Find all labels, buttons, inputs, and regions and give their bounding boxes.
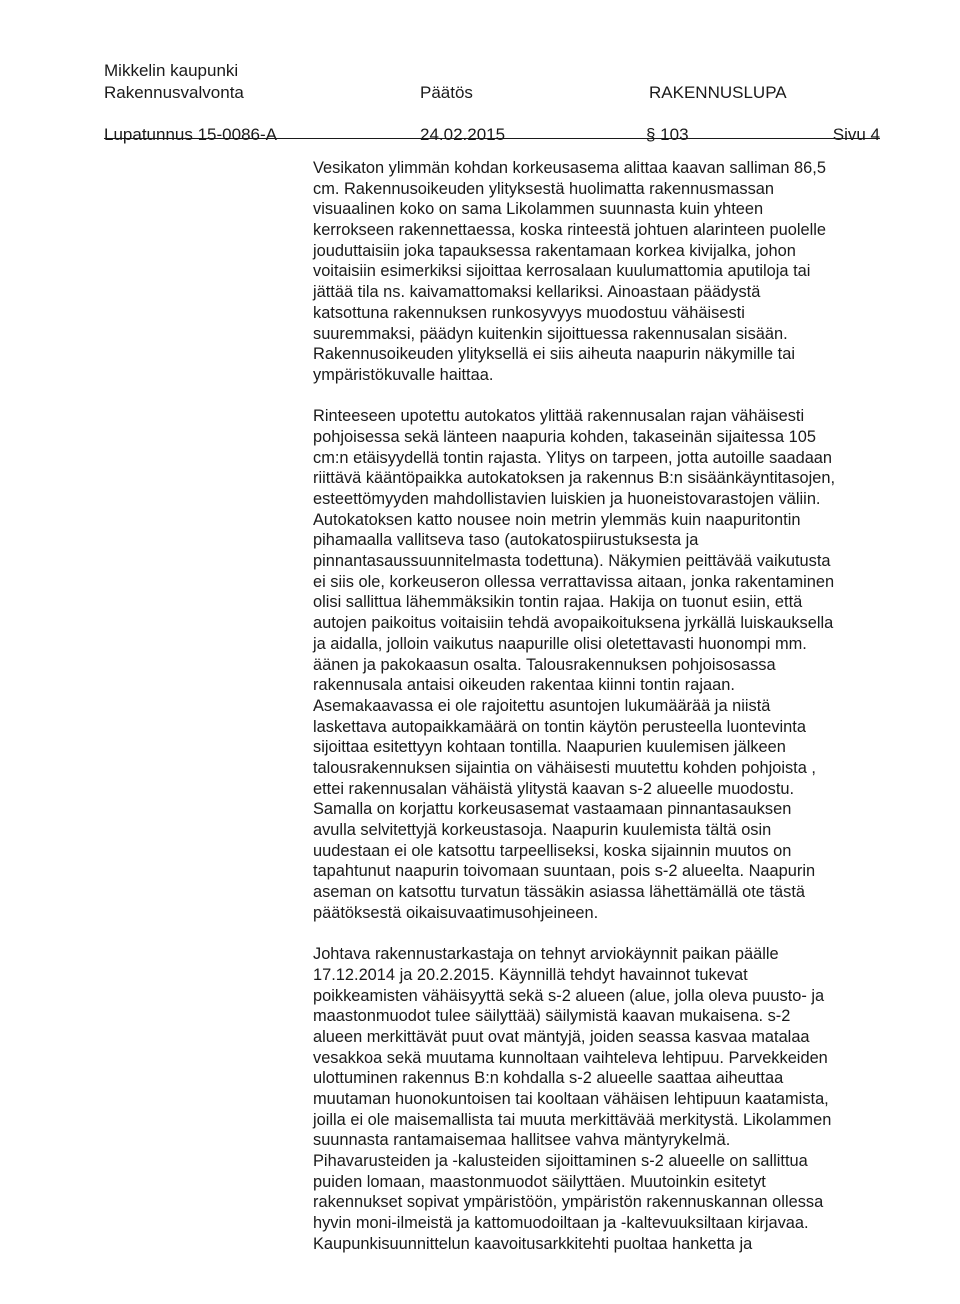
- text-line: ja aidalla, jolloin vaikutus naapurille olisi oletettavasti huonompi mm.: [313, 634, 807, 653]
- text-line: ulottuminen rakennus B:n kohdalla s-2 alueelle saattaa aiheuttaa: [313, 1069, 784, 1088]
- text-line: olisi sallittua lähemmäksikin tontin rajaa. Hakija on tuonut esiin, että: [313, 593, 803, 612]
- text-line: jättää tila ns. kaivamattomaksi kellariksi. Ainoastaan päädystä: [313, 283, 761, 302]
- text-line: päätöksestä oikaisuvaatimusohjeineen.: [313, 903, 599, 922]
- document-body: [313, 158, 879, 1254]
- paragraph-3: [313, 944, 879, 1254]
- text-line: katsottuna rakennuksen runkosyvyys muodostuu vähäisesti: [313, 303, 745, 322]
- text-line: sijoittaa esitettyyn kohtaan tontilla. Naapurien kuulemisen jälkeen: [313, 738, 786, 757]
- text-line: ympäristökuvalle haittaa.: [313, 365, 494, 384]
- permit-id: Lupatunnus 15-0086-A: [104, 125, 277, 144]
- text-line: esteettömyyden mahdollistavien luiskien ja huoneistovarastojen väliin.: [313, 490, 821, 508]
- document-type: Päätös: [420, 83, 473, 102]
- text-line: hyvin moni-ilmeistä ja kattomuodoiltaan ja -kaltevuuksiltaan kirjavaa.: [313, 1214, 809, 1233]
- text-line: aseman on katsottu turvatun tässäkin asiassa lähettämällä ote tästä: [313, 883, 805, 902]
- text-line: 17.12.2014 ja 20.2.2015. Käynnillä tehdyt havainnot tukevat: [313, 965, 748, 984]
- text-line: pohjoisessa sekä länteen naapuria kohden, takaseinän sijaitessa 105: [313, 427, 816, 446]
- text-line: kerrokseen rakennettaessa, koska rinteestä johtuen alarinteen puolelle: [313, 221, 826, 240]
- text-line: avulla selvitettyjä korkeustasoja. Naapurin kuulemista tältä osin: [313, 821, 772, 839]
- document-header: [104, 60, 880, 146]
- text-line: Johtava rakennustarkastaja on tehnyt arviokäynnit paikan päälle: [313, 945, 779, 964]
- text-line: pihamaalla vallitseva taso (autokatospiirustuksesta ja: [313, 531, 699, 550]
- text-line: Pihavarusteiden ja -kalusteiden sijoittaminen s-2 alueelle on sallittua: [313, 1152, 808, 1170]
- text-line: suuremmaksi, päädyn kuitenkin sijoittuessa rakennusalan sisään.: [313, 324, 788, 343]
- text-line: jouduttaisiin joka tapauksessa rakentamaan korkea kivijalka, johon: [313, 241, 796, 260]
- text-line: Rakennusoikeuden ylityksellä ei siis aiheuta naapurin näkymille tai: [313, 345, 795, 364]
- text-line: rakennusala antaisi oikeuden rakentaa kiinni tontin rajaan.: [313, 676, 735, 695]
- text-line: voitaisiin esimerkiksi sijoittaa kerrosalaan kuulumattomia aputiloja tai: [313, 262, 811, 281]
- text-line: suunnasta rantamaisemaa hallitsee vahva mäntyrykelmä.: [313, 1131, 731, 1150]
- organization-name: Mikkelin kaupunki: [104, 61, 239, 80]
- section-number: § 103: [646, 125, 689, 144]
- text-line: visuaalinen koko on sama Likolammen suunnasta kuin yhteen: [313, 200, 764, 219]
- department-name: Rakennusvalvonta: [104, 83, 244, 102]
- paragraph-1: [313, 158, 879, 386]
- permit-type: RAKENNUSLUPA: [649, 83, 787, 102]
- text-line: äänen ja pakokaasun osalta. Talousrakennuksen pohjoisosassa: [313, 655, 776, 674]
- text-line: Autokatoksen katto nousee noin metrin ylemmäs kuin naapuritontin: [313, 510, 801, 529]
- text-line: vesakkoa sekä muutama kunnoltaan vaihteleva lehtipuu. Parvekkeiden: [313, 1048, 828, 1067]
- text-line: Asemakaavassa ei ole rajoitettu asuntojen lukumäärää ja niistä: [313, 696, 771, 715]
- text-line: alueen merkittävät puut ovat mäntyjä, joiden seassa kasvaa matalaa: [313, 1027, 810, 1046]
- paragraph-spacer: [313, 923, 879, 944]
- text-line: muutaman huonokuntoisen tai kooltaan vähäisen lehtipuun kaatamista,: [313, 1089, 829, 1108]
- text-line: riittävä kääntöpaikka autokatoksen ja rakennus B:n sisäänkäyntitasojen,: [313, 469, 836, 488]
- text-line: poikkeamisten vähäisyyttä sekä s-2 alueen (alue, jolla oleva puusto- ja: [313, 986, 825, 1005]
- text-line: Samalla on korjattu korkeusasemat vastaamaan pinnantasauksen: [313, 800, 792, 819]
- text-line: talousrakennuksen sijaintia on vähäisesti muutettu kohden pohjoista ,: [313, 758, 816, 777]
- page-number: Sivu 4: [832, 125, 880, 144]
- text-line: pinnantasaussuunnitelmasta todettuna). Näkymien peittävää vaikutusta: [313, 552, 831, 571]
- header-row-2: [104, 82, 880, 104]
- text-line: laskettava autopaikkamäärä on tontin käytön perusteella luontevinta: [313, 717, 806, 736]
- text-line: Rinteeseen upotettu autokatos ylittää rakennusalan rajan vähäisesti: [313, 407, 805, 426]
- text-line: ettei rakennusalan vähäistä ylitystä kaavan s-2 alueelle muodostu.: [313, 779, 795, 798]
- text-line: autojen paikoitus voitaisiin tehdä avopaikoituksena jyrkällä luiskauksella: [313, 614, 834, 633]
- header-divider: [104, 138, 880, 139]
- text-line: cm:n etäisyydellä tontin rajasta. Ylitys on tarpeen, jotta autoille saadaan: [313, 448, 833, 467]
- text-line: rakennukset sopivat ympäristöön, ympäristön rakennuskannan ollessa: [313, 1193, 824, 1212]
- paragraph-2: [313, 406, 879, 923]
- header-row-1: [104, 60, 880, 82]
- text-line: Kaupunkisuunnittelun kaavoitusarkkitehti puoltaa hanketta ja: [313, 1234, 753, 1253]
- paragraph-spacer: [313, 386, 879, 407]
- header-row-3: [104, 124, 880, 146]
- text-line: tapahtunut naapurin toivomaan suuntaan, pois s-2 alueelta. Naapurin: [313, 862, 816, 881]
- decision-date: 24.02.2015: [420, 125, 506, 144]
- text-line: joilla ei ole maisemallista tai muuta merkittävää merkitystä. Likolammen: [313, 1110, 832, 1129]
- text-line: puiden lomaan, maastonmuodot säilyttäen. Muutoinkin esitetyt: [313, 1172, 766, 1191]
- text-line: Vesikaton ylimmän kohdan korkeusasema alittaa kaavan salliman 86,5: [313, 159, 826, 177]
- text-line: cm. Rakennusoikeuden ylityksestä huolimatta rakennusmassan: [313, 179, 774, 198]
- text-line: maastonmuodot tulee säilyttää) säilymistä kaavan mukaisena. s-2: [313, 1007, 791, 1026]
- text-line: ei siis ole, korkeuseron ollessa verrattavissa aitaan, jonka rakentaminen: [313, 572, 835, 591]
- text-line: uudestaan ei ole katsottu tarpeelliseksi, koska sijainnin muutos on: [313, 841, 792, 860]
